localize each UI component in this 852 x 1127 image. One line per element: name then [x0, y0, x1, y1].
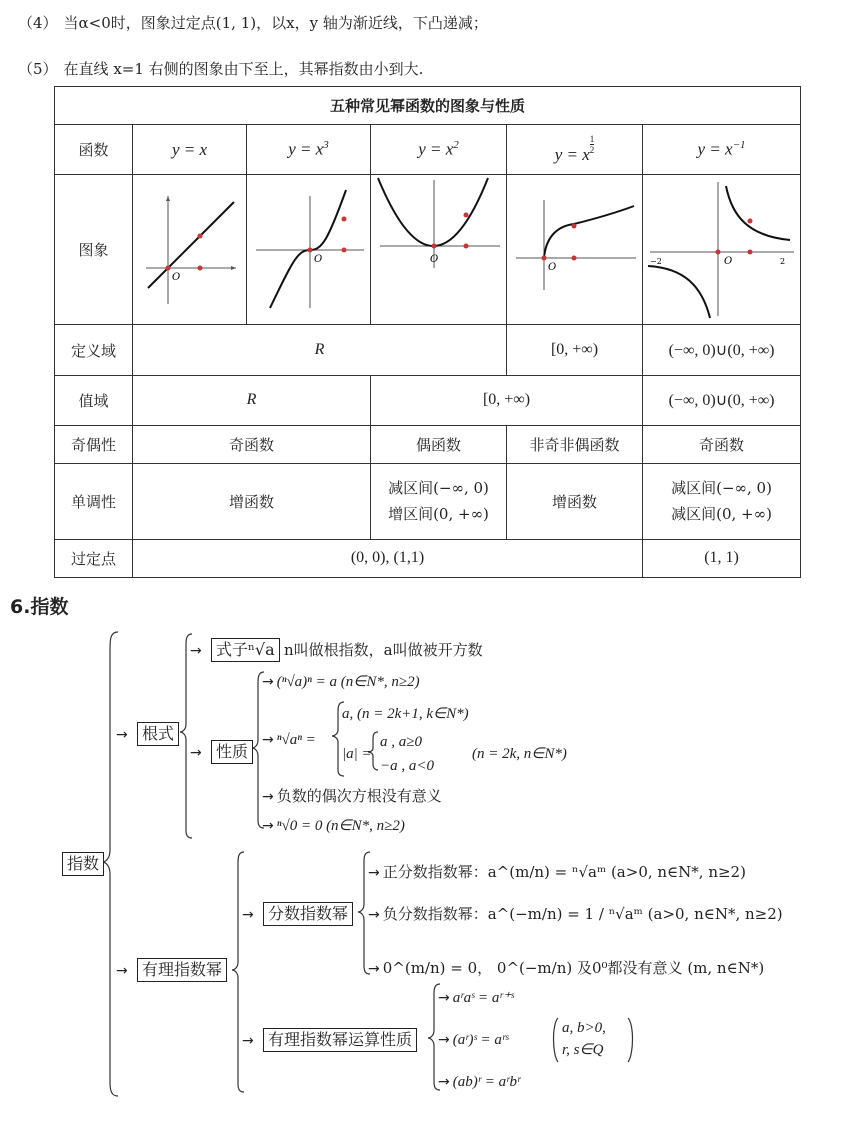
- func-x3: $y = x^3$: [247, 125, 371, 175]
- row-fixed-point: [55, 539, 801, 577]
- property-2-lhs: → ⁿ√aⁿ =: [262, 732, 316, 748]
- graph-y-x-inverse: [644, 176, 800, 324]
- ops-3: → (ab)ʳ = aʳbʳ: [438, 1074, 521, 1090]
- arrow-ops: →: [242, 1033, 254, 1049]
- tick-minus-two: −2: [649, 256, 662, 266]
- statement-5-number: （5）: [18, 60, 58, 78]
- graph-sqrt: [507, 175, 643, 325]
- property-2-case-neg: −a , a<0: [380, 758, 434, 774]
- ops-node: 有理指数幂运算性质: [263, 1028, 417, 1052]
- row-label-fixed-point: 过定点: [55, 539, 133, 577]
- property-3: → 负数的偶次方根没有意义: [262, 787, 442, 805]
- range-cols-3-4: [0, +∞): [371, 375, 643, 425]
- ops-1: → aʳaˢ = aʳ⁺ˢ: [438, 990, 514, 1006]
- parity-cols-1-2: 奇函数: [133, 425, 371, 463]
- statement-4-text: 当α<0时，图象过定点(1, 1)，以x，y 轴为渐近线，下凸递减；: [63, 14, 488, 32]
- row-function: [55, 125, 801, 175]
- mono-col-5: 减区间(−∞, 0) 减区间(0, +∞): [643, 463, 801, 539]
- property-2-condition: (n = 2k, n∈N*): [472, 746, 567, 762]
- graph-inverse: [643, 175, 801, 325]
- property-2-abs: |a| =: [342, 746, 372, 762]
- func-x2: $y = x^2$: [371, 125, 507, 175]
- fraction-negative: → 负分数指数幂：a^(−m/n) = 1 / ⁿ√aᵐ (a>0, n∈N*, n≥2): [368, 905, 783, 923]
- graph-y-x3: [248, 176, 370, 324]
- statement-4-number: （4）: [18, 14, 58, 32]
- ops-2-cond-a: a, b>0,: [562, 1020, 606, 1036]
- origin-label: O: [723, 255, 732, 267]
- row-domain: [55, 325, 801, 375]
- graph-x3: [247, 175, 371, 325]
- row-label-function: 函数: [55, 125, 133, 175]
- mono-col-4: 增函数: [507, 463, 643, 539]
- property-node: 性质: [211, 740, 253, 764]
- parity-col-3: 偶函数: [371, 425, 507, 463]
- power-function-table: [54, 86, 801, 578]
- origin-label: O: [313, 253, 322, 265]
- expr-node: 式子ⁿ√a: [211, 638, 280, 662]
- graph-x: [133, 175, 247, 325]
- origin-label: O: [429, 253, 438, 265]
- domain-col-4: [0, +∞): [507, 325, 643, 375]
- fixed-col-5: (1, 1): [643, 539, 801, 577]
- arrow-rational: →: [116, 963, 128, 979]
- fraction-positive: → 正分数指数幂：a^(m/n) = ⁿ√aᵐ (a>0, n∈N*, n≥2): [368, 863, 746, 881]
- rational-node: 有理指数幂: [137, 958, 227, 982]
- parity-col-5: 奇函数: [643, 425, 801, 463]
- arrow-property: →: [190, 745, 202, 761]
- row-monotonicity: [55, 463, 801, 539]
- fraction-zero: → 0^(m/n) = 0， 0^(−m/n) 及0⁰都没有意义 (m, n∈N*): [368, 959, 765, 977]
- table-title: 五种常见幂函数的图象与性质: [55, 87, 801, 125]
- arrow-fraction: →: [242, 907, 254, 923]
- row-parity: [55, 425, 801, 463]
- statement-5: [18, 58, 423, 79]
- range-cols-1-2: R: [133, 375, 371, 425]
- root-node: 指数: [62, 852, 104, 876]
- row-label-range: 值域: [55, 375, 133, 425]
- origin-label: O: [171, 271, 180, 283]
- property-1: → (ⁿ√a)ⁿ = a (n∈N*, n≥2): [262, 674, 420, 690]
- graph-y-x2: [372, 176, 506, 324]
- row-label-graph: 图象: [55, 175, 133, 325]
- graph-y-sqrt-x: [508, 176, 642, 324]
- fixed-cols-1-4: (0, 0), (1,1): [133, 539, 643, 577]
- section-heading: 6.指数: [10, 596, 69, 618]
- row-label-domain: 定义域: [55, 325, 133, 375]
- mono-cols-1-2: 增函数: [133, 463, 371, 539]
- ops-2-cond-b: r, s∈Q: [562, 1042, 604, 1058]
- statement-4: [18, 12, 488, 33]
- func-x: y = x: [133, 125, 247, 175]
- mono-col-3: 减区间(−∞, 0) 增区间(0, +∞): [371, 463, 507, 539]
- row-range: [55, 375, 801, 425]
- domain-cols-1-3: R: [133, 325, 507, 375]
- domain-col-5: (−∞, 0)∪(0, +∞): [643, 325, 801, 375]
- arrow-radical: →: [116, 727, 128, 743]
- parity-col-4: 非奇非偶函数: [507, 425, 643, 463]
- row-label-monotonicity: 单调性: [55, 463, 133, 539]
- tick-two: 2: [779, 256, 785, 266]
- func-sqrt: y = x $\frac{1}{2}$: [507, 125, 643, 175]
- radical-node: 根式: [137, 722, 179, 746]
- range-col-5: (−∞, 0)∪(0, +∞): [643, 375, 801, 425]
- property-2-case-odd: a, (n = 2k+1, k∈N*): [342, 706, 469, 722]
- expr-description: n叫做根指数，a叫做被开方数: [284, 641, 483, 659]
- arrow-expr: →: [190, 643, 202, 659]
- row-label-parity: 奇偶性: [55, 425, 133, 463]
- graph-x2: [371, 175, 507, 325]
- graph-y-x: [134, 176, 246, 324]
- property-4: → ⁿ√0 = 0 (n∈N*, n≥2): [262, 818, 405, 834]
- func-inverse: $y = x^{-1}$: [643, 125, 801, 175]
- exponent-mindmap: [0, 620, 852, 1127]
- fraction-node: 分数指数幂: [263, 902, 353, 926]
- statement-5-text: 在直线 x=1 右侧的图象由下至上，其幂指数由小到大.: [63, 60, 424, 78]
- origin-label: O: [547, 261, 556, 273]
- row-graph: [55, 175, 801, 325]
- ops-2: → (aʳ)ˢ = aʳˢ: [438, 1032, 509, 1048]
- property-2-case-pos: a , a≥0: [380, 734, 422, 750]
